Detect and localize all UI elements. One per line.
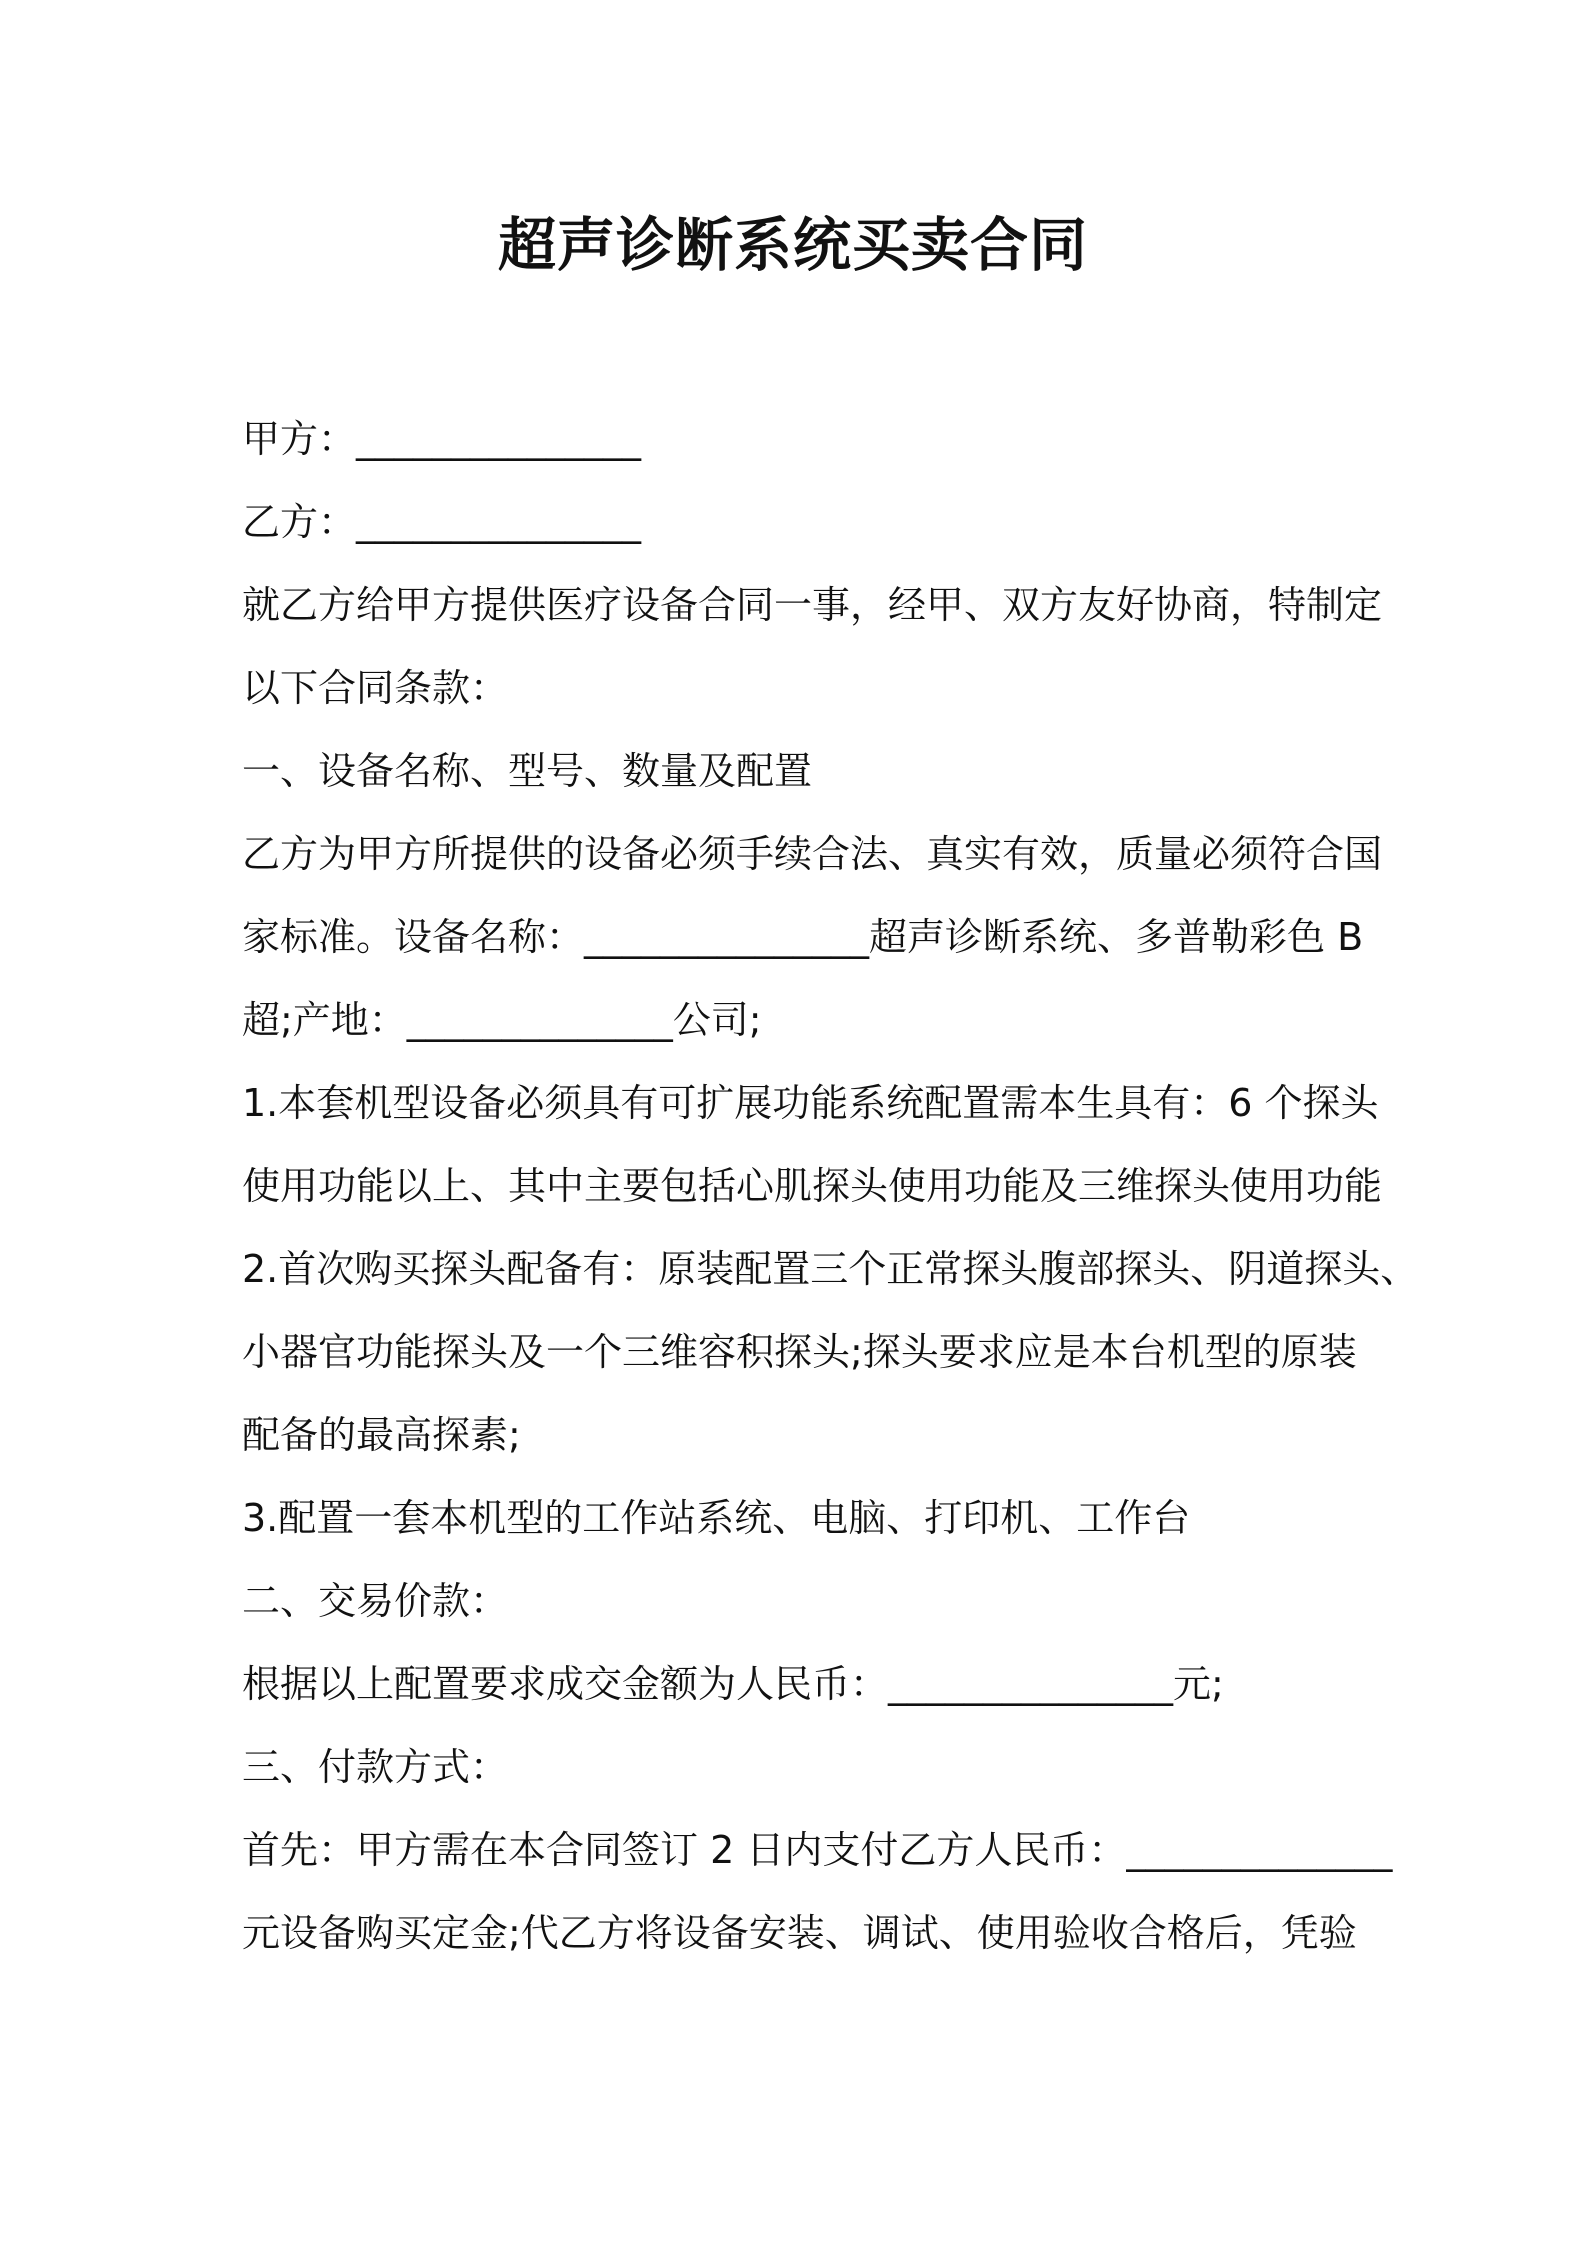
section-1-line-2: 家标准。设备名称：_______________超声诊断系统、多普勒彩色 B	[242, 915, 1364, 959]
clause-1-line-2: 使用功能以上、其中主要包括心肌探头使用功能及三维探头使用功能	[242, 1164, 1383, 1208]
section-1-line-1: 乙方为甲方所提供的设备必须手续合法、真实有效，质量必须符合国	[242, 832, 1383, 876]
section-3-heading: 三、付款方式：	[242, 1745, 509, 1789]
section-2-line: 根据以上配置要求成交金额为人民币：_______________元;	[242, 1662, 1224, 1706]
section-1-heading: 一、设备名称、型号、数量及配置	[242, 749, 813, 793]
section-3-line-2: 元设备购买定金;代乙方将设备安装、调试、使用验收合格后，凭验	[242, 1911, 1357, 1955]
intro-line-2: 以下合同条款：	[242, 666, 509, 710]
document-body	[242, 398, 1419, 1975]
party-a-line: 甲方：_______________	[242, 417, 642, 461]
clause-3-line: 3.配置一套本机型的工作站系统、电脑、打印机、工作台	[242, 1496, 1191, 1540]
clause-2-line-3: 配备的最高探素;	[242, 1413, 521, 1457]
document-title: 超声诊断系统买卖合同	[497, 211, 1088, 279]
clause-2-line-2: 小器官功能探头及一个三维容积探头;探头要求应是本台机型的原装	[242, 1330, 1357, 1374]
intro-line-1: 就乙方给甲方提供医疗设备合同一事，经甲、双方友好协商，特制定	[242, 583, 1383, 627]
party-b-line: 乙方：_______________	[242, 500, 642, 544]
clause-2-line-1: 2.首次购买探头配备有：原装配置三个正常探头腹部探头、阴道探头、	[242, 1247, 1419, 1291]
clause-1-line-1: 1.本套机型设备必须具有可扩展功能系统配置需本生具有：6 个探头	[242, 1081, 1379, 1125]
section-1-line-3: 超;产地：______________公司;	[242, 998, 762, 1042]
section-2-heading: 二、交易价款：	[242, 1579, 509, 1623]
section-3-line-1: 首先：甲方需在本合同签订 2 日内支付乙方人民币：______________	[242, 1828, 1393, 1872]
